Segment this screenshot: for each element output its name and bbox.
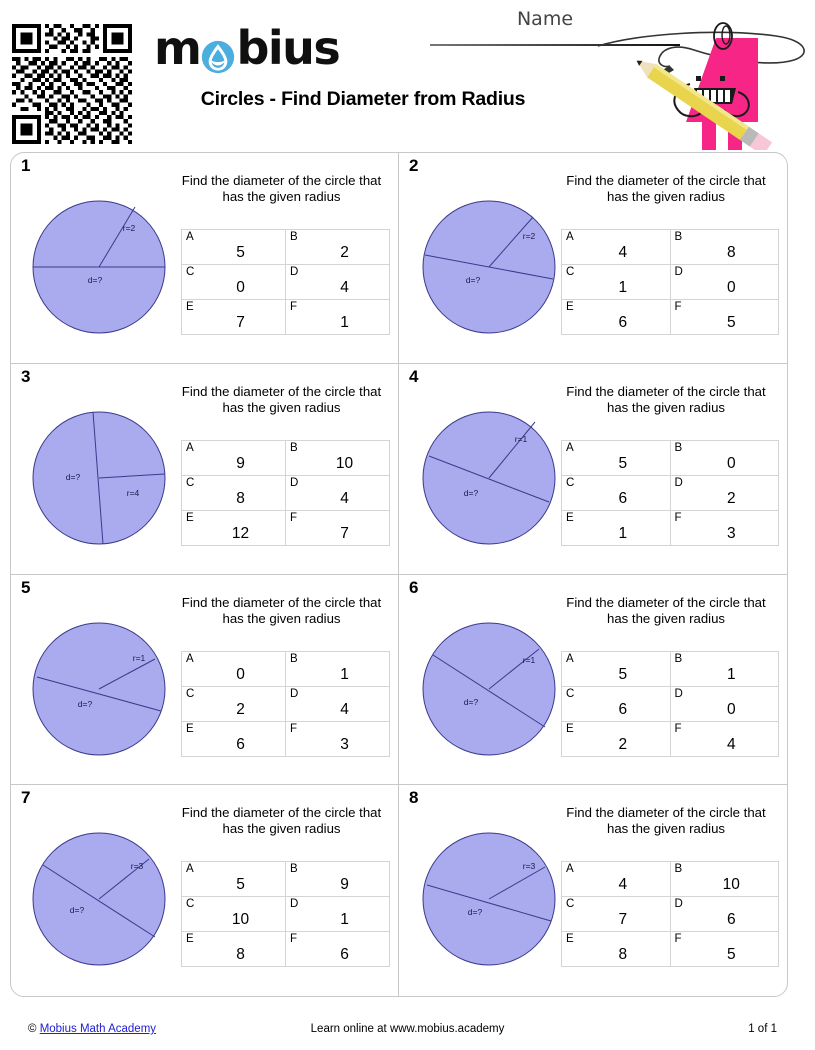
problem-prompt: Find the diameter of the circle that has the given radius — [566, 594, 766, 626]
table-row — [182, 862, 390, 897]
option-letter: E — [186, 933, 194, 946]
logo-text — [154, 21, 340, 75]
table-row — [562, 440, 779, 475]
option-value: 4 — [726, 735, 736, 753]
option-letter: C — [566, 687, 575, 700]
option-value: 5 — [236, 876, 245, 894]
option-letter: A — [566, 441, 574, 454]
answer-option-f[interactable] — [670, 300, 779, 335]
answer-option-d[interactable] — [286, 265, 390, 300]
table-row — [562, 932, 779, 967]
problem-number: 6 — [409, 577, 419, 597]
option-letter: E — [566, 933, 574, 946]
answer-option-b[interactable] — [670, 862, 779, 897]
option-letter: C — [566, 898, 575, 911]
copyright-symbol: © — [28, 1023, 37, 1035]
answer-option-b[interactable] — [670, 440, 779, 475]
option-value: 6 — [618, 489, 628, 507]
option-value: 4 — [340, 279, 349, 296]
problem-grid — [11, 153, 787, 996]
option-value: 7 — [340, 524, 349, 542]
circle-diagram — [29, 179, 189, 355]
answer-option-b[interactable] — [286, 230, 390, 265]
option-value: 10 — [335, 454, 354, 472]
answer-option-c[interactable] — [562, 897, 671, 932]
footer-page-number: 1 of 1 — [748, 1023, 777, 1035]
problem-prompt: Find the diameter of the circle that has the given radius — [181, 383, 382, 415]
problem-3 — [11, 364, 399, 575]
option-letter: E — [566, 511, 574, 524]
problem-2 — [399, 153, 787, 364]
option-value: 6 — [726, 911, 736, 929]
diameter-label: d=? — [65, 471, 81, 482]
option-letter: D — [290, 687, 299, 700]
answer-option-d[interactable] — [286, 475, 390, 510]
logo-text-before: m — [154, 21, 201, 75]
answer-option-a[interactable] — [562, 862, 671, 897]
option-value: 0 — [236, 279, 245, 296]
answer-option-a[interactable] — [562, 230, 671, 265]
problem-content — [171, 589, 392, 779]
option-value: 7 — [236, 314, 245, 331]
answer-option-d[interactable] — [286, 686, 390, 721]
problem-prompt: Find the diameter of the circle that has the given radius — [566, 805, 766, 837]
option-letter: B — [290, 441, 298, 454]
diameter-label: d=? — [467, 907, 483, 918]
option-value: 5 — [236, 244, 245, 261]
answer-option-b[interactable] — [670, 230, 779, 265]
answer-option-f[interactable] — [670, 932, 779, 967]
problem-content — [171, 799, 392, 990]
answer-option-c[interactable] — [182, 265, 286, 300]
option-value: 1 — [618, 524, 628, 542]
option-value: 4 — [340, 489, 349, 507]
option-value: 9 — [236, 454, 245, 472]
option-letter: D — [674, 898, 683, 911]
problem-content — [171, 378, 392, 568]
option-value: 4 — [340, 700, 349, 718]
option-letter: E — [566, 722, 574, 735]
problem-prompt: Find the diameter of the circle that has the given radius — [181, 594, 382, 626]
option-value: 8 — [726, 244, 736, 261]
answer-option-f[interactable] — [286, 721, 390, 756]
option-value: 6 — [618, 700, 628, 718]
option-letter: C — [186, 687, 195, 700]
option-value: 0 — [726, 700, 736, 718]
problem-prompt: Find the diameter of the circle that has the given radius — [181, 173, 382, 204]
option-value: 6 — [340, 946, 349, 964]
answer-option-c[interactable] — [182, 475, 286, 510]
answer-option-c[interactable] — [562, 265, 671, 300]
option-letter: C — [186, 476, 195, 489]
problem-prompt: Find the diameter of the circle that has the given radius — [566, 173, 766, 204]
answer-option-e[interactable] — [562, 721, 671, 756]
problem-1 — [11, 153, 399, 364]
option-value: 5 — [726, 314, 736, 331]
radius-label: r=3 — [522, 861, 536, 872]
problem-prompt: Find the diameter of the circle that has the given radius — [566, 383, 766, 415]
problem-content — [551, 589, 781, 779]
option-value: 12 — [231, 524, 250, 542]
option-letter: A — [566, 863, 574, 876]
table-row — [182, 300, 390, 335]
answer-option-e[interactable] — [182, 721, 286, 756]
option-value: 7 — [618, 911, 628, 929]
problem-number: 3 — [21, 366, 31, 386]
problem-number: 1 — [21, 156, 31, 175]
answer-option-d[interactable] — [670, 265, 779, 300]
option-value: 6 — [618, 314, 628, 331]
answer-option-d[interactable] — [286, 897, 390, 932]
radius-label: r=4 — [126, 487, 140, 498]
table-row — [562, 686, 779, 721]
option-value: 8 — [236, 946, 245, 964]
answer-option-e[interactable] — [562, 300, 671, 335]
problem-8 — [399, 785, 787, 996]
qr-code — [12, 24, 132, 144]
option-letter: B — [674, 863, 683, 876]
option-letter: A — [186, 231, 194, 243]
page-header — [0, 0, 815, 150]
answer-options-table — [561, 440, 779, 546]
radius-label: r=2 — [122, 223, 136, 233]
table-row — [562, 230, 779, 265]
problem-6 — [399, 575, 787, 786]
answer-option-e[interactable] — [182, 300, 286, 335]
table-row — [182, 475, 390, 510]
answer-option-a[interactable] — [562, 651, 671, 686]
problem-number: 5 — [21, 577, 31, 597]
option-letter: B — [290, 652, 298, 665]
option-letter: A — [186, 441, 194, 454]
option-letter: D — [290, 266, 299, 278]
table-row — [562, 475, 779, 510]
option-letter: B — [674, 231, 683, 243]
name-label: Name — [516, 8, 574, 30]
table-row — [182, 510, 390, 545]
mobius-math-academy-link[interactable]: Mobius Math Academy — [39, 1023, 157, 1035]
option-value: 5 — [618, 665, 628, 683]
option-value: 1 — [340, 665, 349, 683]
option-letter: D — [674, 476, 683, 489]
option-letter: C — [186, 898, 195, 911]
option-value: 8 — [236, 489, 245, 507]
radius-label: r=1 — [514, 433, 528, 444]
problem-number: 8 — [409, 788, 419, 808]
option-letter: E — [186, 511, 194, 524]
table-row — [562, 510, 779, 545]
problem-content — [551, 378, 781, 568]
option-letter: D — [290, 898, 299, 911]
table-row — [182, 440, 390, 475]
option-letter: F — [290, 511, 298, 524]
answer-option-a[interactable] — [182, 651, 286, 686]
option-value: 1 — [726, 665, 736, 683]
radius-label: r=3 — [130, 861, 144, 872]
option-letter: A — [186, 652, 194, 665]
answer-options-table — [181, 651, 390, 757]
option-letter: E — [186, 722, 194, 735]
circle-diagram — [29, 390, 189, 566]
mascot-illustration — [598, 10, 815, 150]
option-letter: F — [290, 722, 298, 735]
option-letter: A — [566, 231, 574, 243]
answer-option-d[interactable] — [670, 897, 779, 932]
page-title: Circles - Find Diameter from Radius — [200, 88, 526, 110]
answer-option-d[interactable] — [670, 686, 779, 721]
option-letter: B — [290, 231, 298, 243]
answer-option-b[interactable] — [670, 651, 779, 686]
answer-option-b[interactable] — [286, 651, 390, 686]
diameter-label: d=? — [463, 487, 479, 498]
table-row — [182, 932, 390, 967]
answer-option-c[interactable] — [182, 686, 286, 721]
circle-diagram — [29, 601, 189, 777]
answer-option-b[interactable] — [286, 440, 390, 475]
answer-options-table — [561, 651, 779, 757]
diameter-label: d=? — [465, 275, 481, 285]
problem-7 — [11, 785, 399, 996]
problem-content — [171, 167, 392, 357]
option-value: 4 — [618, 244, 628, 261]
option-value: 3 — [726, 524, 736, 542]
option-letter: A — [566, 652, 574, 665]
table-row — [182, 721, 390, 756]
option-letter: F — [674, 511, 682, 524]
option-value: 5 — [726, 946, 736, 964]
table-row — [182, 265, 390, 300]
option-value: 1 — [618, 279, 628, 296]
footer-learn-online: Learn online at www.mobius.academy — [310, 1023, 505, 1035]
option-value: 1 — [340, 911, 349, 929]
problem-content — [551, 167, 781, 357]
answer-options-table — [181, 861, 390, 967]
option-value: 10 — [722, 876, 740, 894]
answer-options-table — [561, 861, 779, 967]
radius-label: r=2 — [522, 231, 536, 241]
mobius-droplet-logo-icon — [201, 35, 235, 69]
circle-diagram — [29, 811, 189, 987]
answer-option-a[interactable] — [182, 440, 286, 475]
table-row — [562, 897, 779, 932]
table-row — [562, 651, 779, 686]
option-letter: E — [186, 301, 194, 313]
option-value: 2 — [726, 489, 736, 507]
answer-options-table — [181, 229, 390, 335]
option-value: 5 — [618, 454, 628, 472]
problem-prompt: Find the diameter of the circle that has the given radius — [181, 805, 382, 837]
table-row — [562, 300, 779, 335]
option-letter: F — [674, 722, 682, 735]
table-row — [182, 651, 390, 686]
option-value: 2 — [618, 735, 628, 753]
option-value: 2 — [340, 244, 349, 261]
answer-option-b[interactable] — [286, 862, 390, 897]
answer-option-d[interactable] — [670, 475, 779, 510]
answer-option-f[interactable] — [670, 510, 779, 545]
problem-content — [551, 799, 781, 990]
option-letter: D — [674, 687, 683, 700]
logo-text-after: bius — [236, 21, 340, 75]
option-letter: E — [566, 301, 574, 313]
option-letter: B — [674, 652, 683, 665]
answer-option-f[interactable] — [286, 510, 390, 545]
option-letter: F — [290, 933, 298, 946]
worksheet-problem-grid — [10, 152, 788, 997]
option-letter: C — [566, 266, 575, 278]
answer-option-f[interactable] — [286, 932, 390, 967]
answer-option-e[interactable] — [562, 932, 671, 967]
diameter-label: d=? — [77, 698, 93, 709]
table-row — [562, 862, 779, 897]
problem-number: 2 — [409, 156, 419, 175]
answer-options-table — [561, 229, 779, 335]
answer-option-c[interactable] — [182, 897, 286, 932]
answer-option-f[interactable] — [670, 721, 779, 756]
option-value: 3 — [340, 735, 349, 753]
table-row — [182, 897, 390, 932]
problem-number: 7 — [21, 788, 31, 808]
option-value: 8 — [618, 946, 628, 964]
option-value: 10 — [231, 911, 250, 929]
option-value: 0 — [236, 665, 245, 683]
answer-option-a[interactable] — [182, 230, 286, 265]
answer-options-table — [181, 440, 390, 546]
option-value: 2 — [236, 700, 245, 718]
option-letter: A — [186, 863, 194, 876]
page-footer — [0, 1020, 815, 1044]
problem-5 — [11, 575, 399, 786]
option-value: 1 — [340, 314, 349, 331]
option-letter: F — [290, 301, 298, 313]
option-letter: C — [566, 476, 575, 489]
option-letter: D — [290, 476, 299, 489]
diameter-label: d=? — [463, 696, 479, 707]
problem-4 — [399, 364, 787, 575]
answer-option-a[interactable] — [562, 440, 671, 475]
answer-option-c[interactable] — [562, 686, 671, 721]
option-letter: B — [290, 863, 298, 876]
option-letter: F — [674, 301, 682, 313]
radius-label: r=1 — [522, 654, 536, 665]
option-letter: C — [186, 266, 195, 278]
option-value: 4 — [618, 876, 628, 894]
option-letter: D — [674, 266, 683, 278]
radius-label: r=1 — [132, 652, 146, 663]
option-value: 6 — [236, 735, 245, 753]
table-row — [562, 265, 779, 300]
answer-option-a[interactable] — [182, 862, 286, 897]
diameter-label: d=? — [87, 275, 103, 285]
option-value: 0 — [726, 279, 736, 296]
table-row — [562, 721, 779, 756]
answer-option-e[interactable] — [182, 510, 286, 545]
answer-option-e[interactable] — [182, 932, 286, 967]
answer-option-f[interactable] — [286, 300, 390, 335]
table-row — [182, 686, 390, 721]
problem-number: 4 — [409, 366, 419, 386]
option-letter: F — [674, 933, 682, 946]
diameter-label: d=? — [69, 905, 85, 916]
option-value: 9 — [340, 876, 349, 894]
answer-option-e[interactable] — [562, 510, 671, 545]
option-value: 0 — [726, 454, 736, 472]
table-row — [182, 230, 390, 265]
option-letter: B — [674, 441, 683, 454]
answer-option-c[interactable] — [562, 475, 671, 510]
